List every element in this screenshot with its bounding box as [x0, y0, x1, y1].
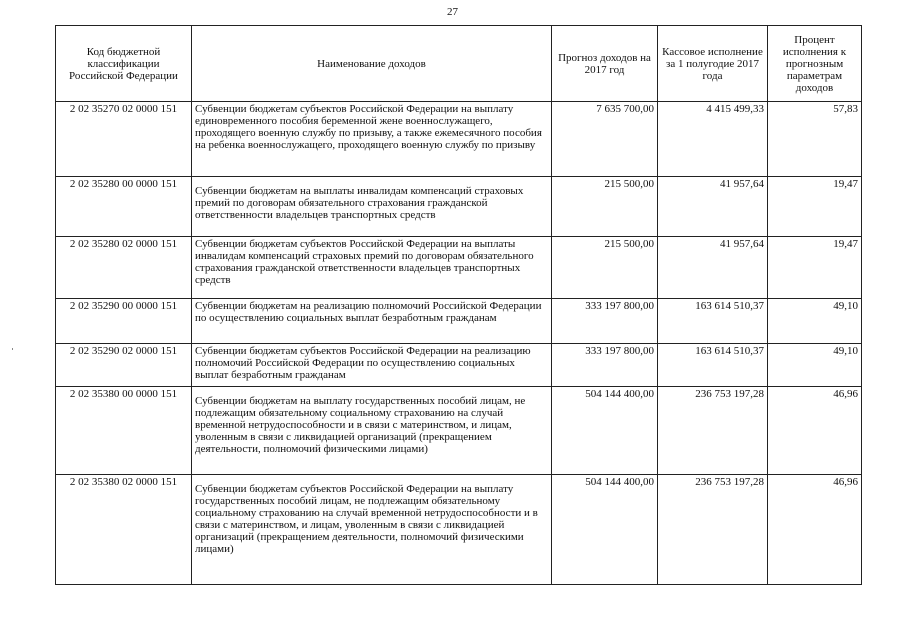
- row-forecast: 333 197 800,00: [552, 299, 658, 344]
- row-forecast: 7 635 700,00: [552, 102, 658, 177]
- table-row: [56, 237, 862, 299]
- row-forecast: 504 144 400,00: [552, 475, 658, 585]
- row-code: 2 02 35280 00 0000 151: [56, 177, 192, 237]
- page-number: 27: [447, 6, 458, 18]
- row-name: Субвенции бюджетам на реализацию полномочий Российской Федерации по осуществлению социальных выплат безработным гражданам: [192, 299, 552, 344]
- header-row: [56, 26, 862, 102]
- row-code: 2 02 35290 00 0000 151: [56, 299, 192, 344]
- row-code: 2 02 35270 02 0000 151: [56, 102, 192, 177]
- row-cash: 236 753 197,28: [658, 387, 768, 475]
- row-percent: 46,96: [768, 475, 862, 585]
- header-percent: Процент исполнения к прогнозным параметрам доходов: [768, 26, 862, 102]
- row-cash: 41 957,64: [658, 177, 768, 237]
- table-row: [56, 344, 862, 387]
- row-forecast: 504 144 400,00: [552, 387, 658, 475]
- header-forecast: Прогноз доходов на 2017 год: [552, 26, 658, 102]
- revenue-table: [55, 25, 862, 585]
- row-name: Субвенции бюджетам субъектов Российской Федерации на выплату государственных пособий лицам, не подлежащим обязательному социальному страхованию на случай временной нетрудоспособности и в связи с материнством, и лицам, уволенным в связи с ликвидацией организаций (прекращением деятельности, полномочий физическими лицами): [192, 475, 552, 585]
- row-percent: 19,47: [768, 237, 862, 299]
- row-cash: 41 957,64: [658, 237, 768, 299]
- row-name: Субвенции бюджетам субъектов Российской Федерации на выплату единовременного пособия беременной жене военнослужащего, проходящего военную службу по призыву, а также ежемесячного пособия на ребенка военнослужащего, проходящего военную службу по призыву: [192, 102, 552, 177]
- row-code: 2 02 35280 02 0000 151: [56, 237, 192, 299]
- row-name: Субвенции бюджетам субъектов Российской Федерации на реализацию полномочий Российской Федерации по осуществлению социальных выплат безработным гражданам: [192, 344, 552, 387]
- header-code: Код бюджетной классификации Российской Федерации: [56, 26, 192, 102]
- row-percent: 49,10: [768, 344, 862, 387]
- table-row: [56, 102, 862, 177]
- header-name: Наименование доходов: [192, 26, 552, 102]
- table-header: [56, 26, 862, 102]
- row-percent: 57,83: [768, 102, 862, 177]
- table-row: [56, 387, 862, 475]
- table-row: [56, 299, 862, 344]
- row-forecast: 333 197 800,00: [552, 344, 658, 387]
- row-percent: 46,96: [768, 387, 862, 475]
- row-name: Субвенции бюджетам на выплату государственных пособий лицам, не подлежащим обязательному социальному страхованию на случай временной нетрудоспособности и в связи с материнством, и лицам, уволенным в связи с ликвидацией организаций (прекращением деятельности, полномочий физическими лицами): [192, 387, 552, 475]
- row-cash: 163 614 510,37: [658, 299, 768, 344]
- table-row: [56, 475, 862, 585]
- row-cash: 4 415 499,33: [658, 102, 768, 177]
- row-name: Субвенции бюджетам на выплаты инвалидам компенсаций страховых премий по договорам обязательного страхования гражданской ответственности владельцев транспортных средств: [192, 177, 552, 237]
- table-row: [56, 177, 862, 237]
- row-code: 2 02 35380 02 0000 151: [56, 475, 192, 585]
- row-percent: 49,10: [768, 299, 862, 344]
- margin-mark: [12, 348, 13, 350]
- row-name: Субвенции бюджетам субъектов Российской Федерации на выплаты инвалидам компенсаций страховых премий по договорам обязательного страхования гражданской ответственности владельцев транспортных средств: [192, 237, 552, 299]
- row-forecast: 215 500,00: [552, 177, 658, 237]
- header-cash: Кассовое исполнение за 1 полугодие 2017 года: [658, 26, 768, 102]
- row-percent: 19,47: [768, 177, 862, 237]
- table-body: [56, 102, 862, 585]
- row-forecast: 215 500,00: [552, 237, 658, 299]
- row-code: 2 02 35290 02 0000 151: [56, 344, 192, 387]
- row-cash: 163 614 510,37: [658, 344, 768, 387]
- row-cash: 236 753 197,28: [658, 475, 768, 585]
- row-code: 2 02 35380 00 0000 151: [56, 387, 192, 475]
